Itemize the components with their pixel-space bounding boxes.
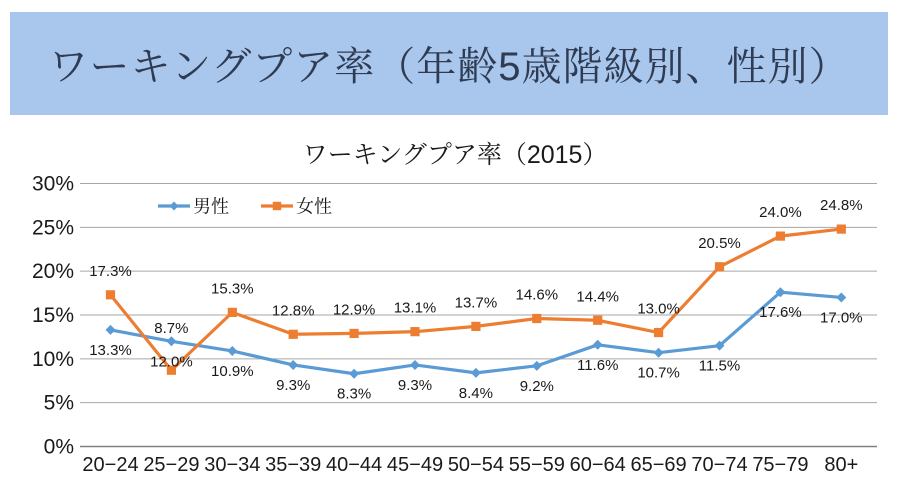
y-tick-label: 30%: [31, 172, 74, 196]
data-point-male: [349, 369, 359, 379]
data-point-female: [289, 330, 298, 339]
legend-marker-male: [170, 202, 179, 211]
data-label-male: 9.2%: [519, 377, 554, 395]
data-point-female: [471, 322, 480, 331]
data-label-female: 20.5%: [698, 234, 741, 252]
data-label-male: 12.0%: [150, 353, 193, 371]
x-tick-label: 35−39: [265, 454, 322, 476]
data-label-male: 9.3%: [276, 376, 311, 394]
legend-label-female: 女性: [296, 196, 332, 217]
data-label-female: 17.3%: [89, 262, 132, 280]
data-point-male: [836, 292, 846, 302]
data-point-female: [715, 262, 724, 271]
data-label-male: 9.3%: [397, 376, 433, 394]
x-tick-label: 75−79: [752, 454, 809, 476]
x-tick-label: 60−64: [569, 454, 626, 476]
data-point-male: [654, 348, 664, 358]
y-tick-label: 0%: [43, 435, 74, 459]
data-label-female: 14.6%: [515, 286, 559, 304]
data-label-female: 12.8%: [271, 302, 315, 320]
data-label-male: 8.3%: [336, 385, 372, 403]
x-tick-label: 80+: [824, 454, 859, 476]
x-tick-label: 50−54: [447, 454, 504, 476]
data-point-male: [532, 361, 542, 371]
data-point-male: [410, 360, 420, 370]
data-point-male: [288, 360, 298, 370]
data-point-female: [654, 328, 663, 337]
data-point-female: [350, 329, 359, 338]
x-tick-label: 25−29: [143, 454, 200, 476]
data-point-female: [410, 327, 419, 336]
data-label-male: 8.4%: [458, 384, 494, 402]
gridlines: [80, 184, 877, 447]
data-label-female: 24.8%: [820, 197, 863, 215]
data-point-female: [106, 290, 115, 299]
x-tick-label: 55−59: [508, 454, 565, 476]
x-tick-label: 30−34: [204, 454, 261, 476]
data-label-female: 8.7%: [154, 320, 189, 338]
x-tick-label: 40−44: [326, 454, 383, 476]
data-label-male: 17.0%: [820, 309, 863, 327]
data-point-female: [776, 232, 785, 241]
data-label-male: 17.6%: [759, 304, 802, 322]
data-label-female: 24.0%: [759, 204, 802, 222]
data-point-female: [228, 308, 237, 317]
x-tick-label: 20−24: [82, 454, 139, 476]
data-label-female: 13.0%: [637, 300, 680, 318]
y-tick-label: 15%: [31, 304, 74, 327]
legend-marker-female: [273, 202, 281, 210]
legend: [158, 197, 332, 217]
y-tick-label: 25%: [31, 216, 74, 240]
data-point-male: [227, 346, 237, 356]
data-point-male: [166, 336, 176, 346]
data-point-male: [593, 340, 603, 350]
y-tick-label: 10%: [31, 347, 74, 371]
data-point-female: [593, 316, 602, 325]
chart-title: ワーキングプア率（2015）: [302, 141, 608, 169]
x-tick-label: 45−49: [386, 454, 444, 476]
data-label-male: 10.7%: [637, 364, 680, 382]
data-label-male: 11.6%: [576, 356, 619, 374]
y-tick-label: 20%: [31, 260, 74, 284]
data-label-female: 13.7%: [454, 294, 498, 312]
legend-label-male: 男性: [193, 196, 229, 217]
data-label-male: 10.9%: [211, 362, 254, 380]
data-label-male: 11.5%: [698, 357, 741, 375]
data-label-male: 13.3%: [89, 341, 132, 359]
data-point-female: [532, 314, 541, 323]
y-tick-label: 5%: [43, 391, 74, 415]
y-axis-labels: [32, 173, 74, 459]
data-label-female: 15.3%: [211, 280, 254, 298]
x-axis-labels: [82, 454, 858, 476]
x-tick-label: 70−74: [691, 454, 748, 476]
data-point-male: [471, 368, 481, 378]
data-label-female: 13.1%: [393, 299, 437, 317]
data-label-female: 14.4%: [576, 288, 619, 306]
banner-title: ワーキングプア率（年齢5歳階級別、性別）: [48, 45, 850, 89]
data-point-male: [106, 325, 116, 335]
data-point-female: [837, 224, 846, 233]
x-tick-label: 65−69: [630, 454, 687, 476]
data-label-female: 12.9%: [332, 301, 376, 319]
